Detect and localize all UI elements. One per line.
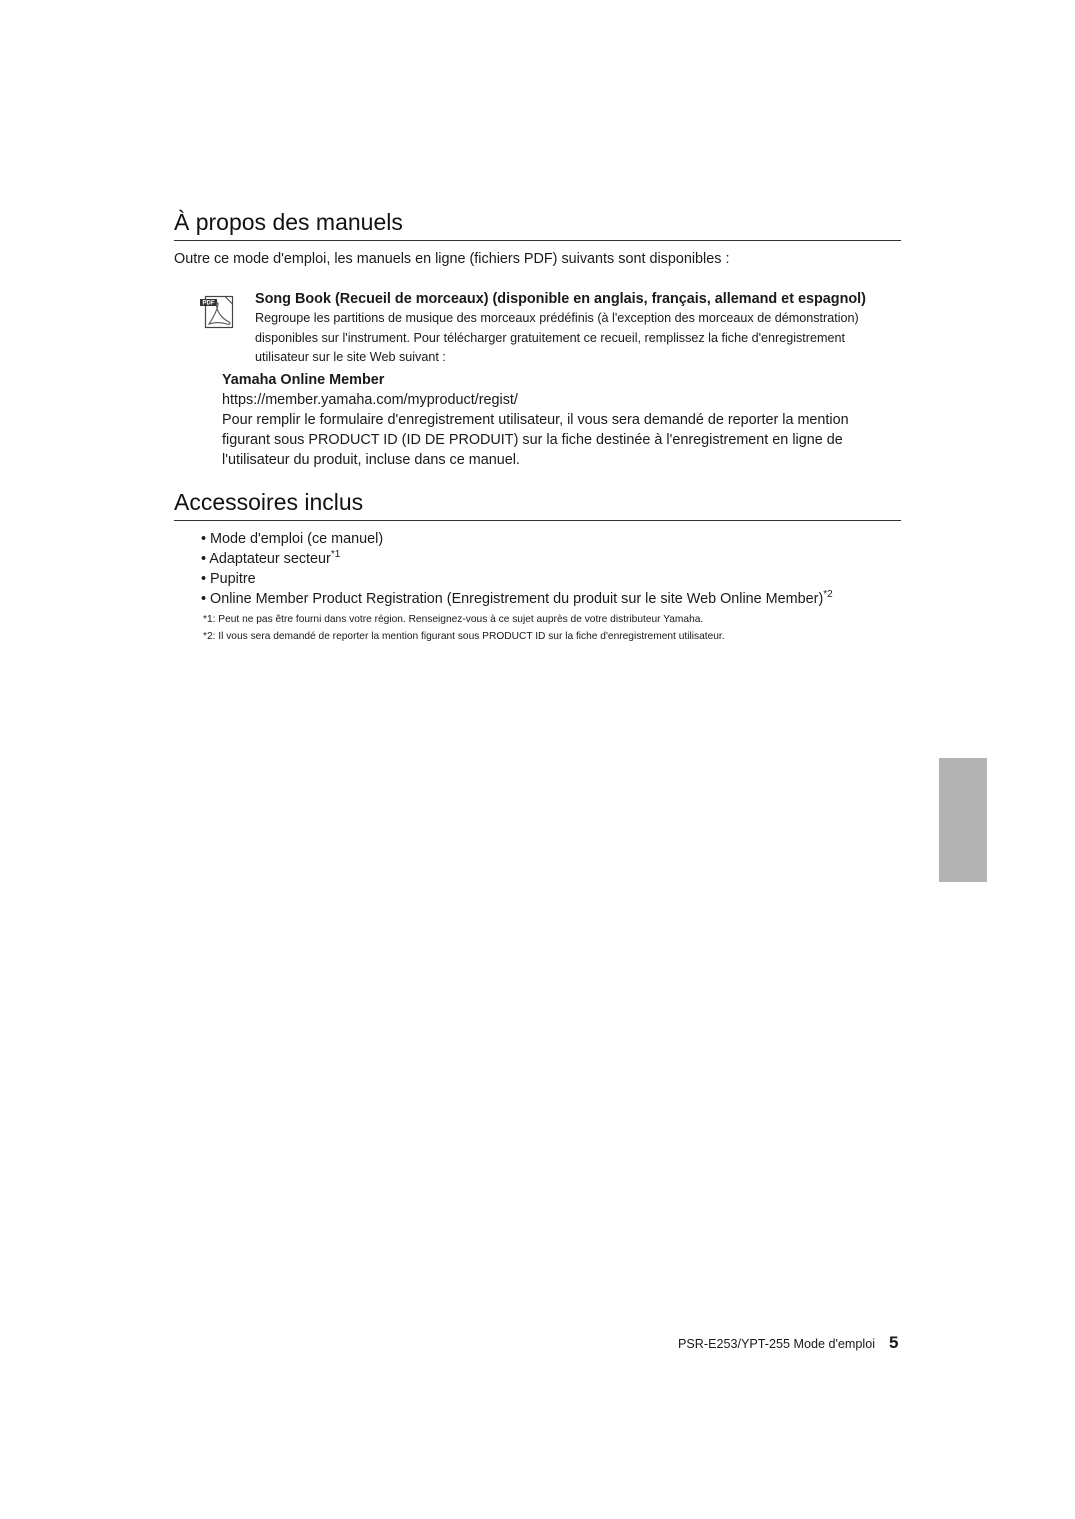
online-member-url[interactable]: https://member.yamaha.com/myproduct/regist/ (222, 392, 518, 408)
manual-name: PSR-E253/YPT-255 Mode d'emploi (678, 1337, 876, 1351)
pdf-document-icon (199, 294, 234, 329)
page-number: 5 (889, 1333, 899, 1352)
list-item: • Online Member Product Registration (Enregistrement du produit sur le site Web Online Member)$^{*2}$ (201, 589, 833, 607)
online-member-line: l'utilisateur du produit, incluse dans ce manuel. (222, 452, 520, 468)
list-item: • Pupitre (201, 571, 256, 587)
online-member-line: figurant sous PRODUCT ID (ID DE PRODUIT) sur la fiche destinée à l'enregistrement en ligne de (222, 432, 843, 448)
chapter-side-tab (939, 758, 987, 882)
section-heading-manuals: À propos des manuels (174, 208, 901, 241)
page-footer (678, 1333, 910, 1353)
svg-text:PDF: PDF (202, 300, 215, 307)
footnotes (203, 611, 725, 645)
online-member-title: Yamaha Online Member (222, 372, 385, 388)
online-member-line: Pour remplir le formulaire d'enregistrement utilisateur, il vous sera demandé de reporter la mention (222, 412, 849, 428)
footnote: *2: Il vous sera demandé de reporter la mention figurant sous PRODUCT ID sur la fiche d'enregistrement utilisateur. (203, 631, 725, 642)
accessories-list (201, 529, 961, 609)
songbook-line: disponibles sur l'instrument. Pour télécharger gratuitement ce recueil, remplissez la fiche d'enregistrement (255, 330, 845, 345)
manuals-intro: Outre ce mode d'emploi, les manuels en ligne (fichiers PDF) suivants sont disponibles : (174, 251, 730, 267)
list-item: • Adaptateur secteur$^{*1}$ (201, 549, 341, 567)
list-item: • Mode d'emploi (ce manuel) (201, 531, 384, 547)
section-heading-accessories: Accessoires inclus (174, 488, 901, 521)
songbook-block (255, 289, 915, 368)
songbook-line: utilisateur sur le site Web suivant : (255, 350, 446, 364)
footnote: *1: Peut ne pas être fourni dans votre région. Renseignez-vous à ce sujet auprès de votre distributeur Yamaha. (203, 614, 704, 625)
songbook-title: Song Book (Recueil de morceaux) (disponible en anglais, français, allemand et espagnol) (255, 291, 866, 307)
online-member-block (222, 370, 922, 470)
songbook-line: Regroupe les partitions de musique des morceaux prédéfinis (à l'exception des morceaux de démonstration) (255, 311, 859, 325)
